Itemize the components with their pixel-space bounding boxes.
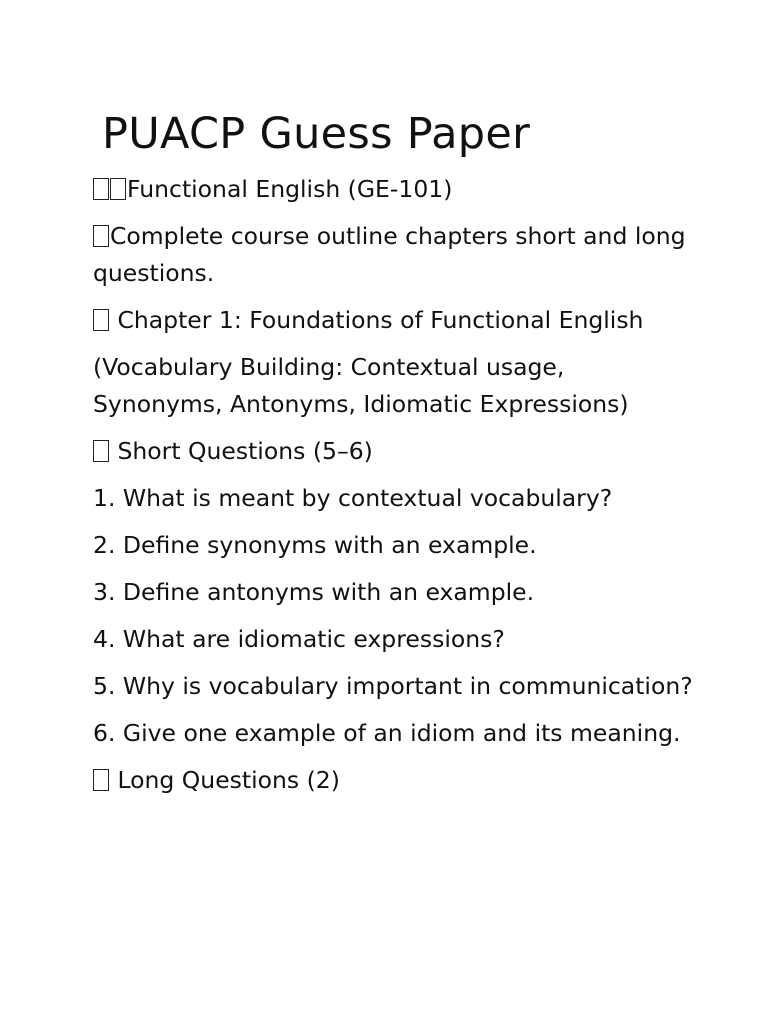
missing-glyph-icon	[93, 225, 109, 247]
question-item	[93, 668, 693, 705]
long-questions-text: Long Questions (2)	[110, 766, 340, 794]
question-text: 6. Give one example of an idiom and its meaning.	[93, 719, 681, 747]
missing-glyph-icon	[93, 440, 109, 462]
missing-glyph-icon	[93, 178, 109, 200]
question-item	[93, 480, 693, 517]
question-item	[93, 715, 693, 752]
short-questions-heading	[93, 433, 693, 470]
chapter-heading	[93, 302, 693, 339]
document-body	[93, 171, 693, 809]
long-questions-heading	[93, 762, 693, 799]
question-text: 5. Why is vocabulary important in communication?	[93, 672, 693, 700]
page-title: PUACP Guess Paper	[102, 109, 531, 159]
question-text: 1. What is meant by contextual vocabulary?	[93, 484, 613, 512]
course-line	[93, 171, 693, 208]
course-text: Functional English (GE-101)	[127, 175, 453, 203]
missing-glyph-icon	[93, 769, 109, 791]
question-text: 3. Define antonyms with an example.	[93, 578, 535, 606]
topics-text: (Vocabulary Building: Contextual usage, Synonyms, Antonyms, Idiomatic Expressions)	[93, 353, 629, 418]
outline-text: Complete course outline chapters short and long questions.	[93, 222, 686, 287]
missing-glyph-icon	[93, 309, 109, 331]
question-item	[93, 574, 693, 611]
question-item	[93, 527, 693, 564]
short-questions-text: Short Questions (5–6)	[110, 437, 373, 465]
topics-line	[93, 349, 693, 423]
question-text: 2. Define synonyms with an example.	[93, 531, 537, 559]
chapter-text: Chapter 1: Foundations of Functional English	[110, 306, 644, 334]
missing-glyph-icon	[110, 178, 126, 200]
question-text: 4. What are idiomatic expressions?	[93, 625, 505, 653]
question-item	[93, 621, 693, 658]
outline-line	[93, 218, 693, 292]
